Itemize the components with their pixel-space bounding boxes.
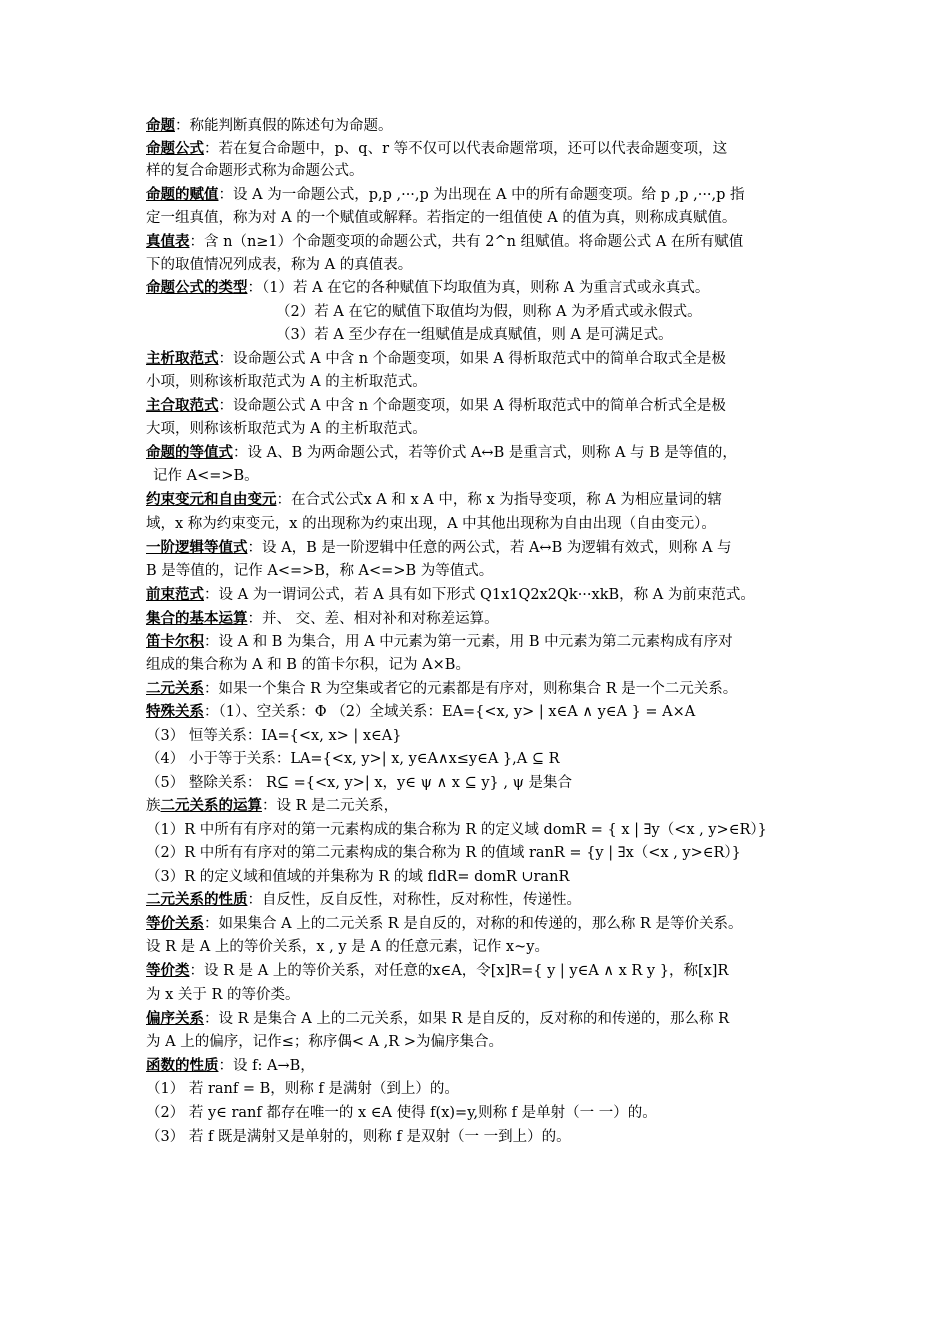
line-10: （3）若 A 至少存在一组赋值是成真赋值，则 A 是可满足式。 — [276, 327, 673, 343]
line-43: （2） 若 y∈ ranf 都存在唯一的 x ∈A 使得 f(x)=y,则称 f 是单射（一 一）的。 — [146, 1105, 657, 1121]
line-25: 二元关系：如果一个集合 R 为空集或者它的元素都是有序对，则称集合 R 是一个二元关系。 — [146, 680, 738, 697]
line-13: 主合取范式：设命题公式 A 中含 n 个命题变项，如果 A 得析取范式中的简单合析式全是极 — [146, 397, 726, 414]
line-7: 下的取值情况列成表，称为 A 的真值表。 — [146, 257, 413, 273]
line-23: 笛卡尔积：设 A 和 B 为集合，用 A 中元素为第一元素，用 B 中元素为第二元素构成有序对 — [146, 633, 733, 650]
line-22: 集合的基本运算：并、 交、差、相对补和对称差运算。 — [146, 610, 499, 627]
line-17: 约束变元和自由变元：在合式公式x A 和 x A 中，称 x 为指导变项，称 A 为相应量词的辖 — [146, 491, 722, 508]
line-44: （3） 若 f 既是满射又是单射的，则称 f 是双射（一 一到上）的。 — [146, 1129, 571, 1145]
line-24: 组成的集合称为 A 和 B 的笛卡尔积，记为 A×B。 — [146, 657, 470, 673]
line-41: 函数的性质：设 f: A→B， — [146, 1057, 315, 1074]
line-32: （2）R 中所有有序对的第二元素构成的集合称为 R 的值域 ranR = {y | ∃x（<x , y>∈R）} — [146, 845, 741, 861]
line-9: （2）若 A 在它的赋值下取值均为假，则称 A 为矛盾式或永假式。 — [276, 304, 702, 320]
line-26: 特殊关系：（1）、空关系：Φ （2）全域关系：EA={<x, y> | x∈A ∧ y∈A } = A×A — [146, 703, 696, 720]
line-16: 记作 A<=>B。 — [153, 468, 259, 484]
line-14: 大项，则称该析取范式为 A 的主析取范式。 — [146, 421, 427, 437]
line-39: 偏序关系：设 R 是集合 A 上的二元关系，如果 R 是自反的，反对称的和传递的，那么称 R — [146, 1010, 729, 1027]
line-4: 命题的赋值：设 A 为一命题公式，p,p ,···,p 为出现在 A 中的所有命题变项。给 p ,p ,···,p 指 — [146, 186, 745, 203]
line-15: 命题的等值式：设 A、B 为两命题公式，若等价式 A↔B 是重言式，则称 A 与 B 是等值的， — [146, 444, 737, 461]
line-19: 一阶逻辑等值式：设 A，B 是一阶逻辑中任意的两公式，若 A↔B 为逻辑有效式，则称 A 与 — [146, 539, 732, 556]
line-5: 定一组真值，称为对 A 的一个赋值或解释。若指定的一组值使 A 的值为真，则称成真赋值。 — [146, 210, 737, 226]
line-42: （1） 若 ranf = B，则称 f 是满射（到上）的。 — [146, 1081, 459, 1097]
line-38: 为 x 关于 R 的等价类。 — [146, 987, 300, 1003]
line-27: （3） 恒等关系：IA={<x, x> | x∈A} — [146, 728, 402, 744]
line-30: 族二元关系的运算：设 R 是二元关系， — [146, 797, 399, 814]
line-12: 小项，则称该析取范式为 A 的主析取范式。 — [146, 374, 427, 390]
line-8: 命题公式的类型：（1）若 A 在它的各种赋值下均取值为真，则称 A 为重言式或永真式。 — [146, 279, 710, 296]
line-37: 等价类：设 R 是 A 上的等价关系，对任意的x∈A，令[x]R={ y | y∈A ∧ x R y }，称[x]R — [146, 962, 729, 979]
line-40: 为 A 上的偏序，记作≤；称序偶< A ,R >为偏序集合。 — [146, 1034, 503, 1050]
line-21: 前束范式：设 A 为一谓词公式，若 A 具有如下形式 Q1x1Q2x2Qk···xkB，称 A 为前束范式。 — [146, 586, 755, 603]
line-33: （3）R 的定义域和值域的并集称为 R 的域 fldR= domR ∪ranR — [146, 869, 570, 885]
line-18: 域，x 称为约束变元，x 的出现称为约束出现，A 中其他出现称为自由出现（自由变元）。 — [146, 516, 716, 532]
line-36: 设 R 是 A 上的等价关系，x , y 是 A 的任意元素，记作 x~y。 — [146, 939, 549, 955]
line-11: 主析取范式：设命题公式 A 中含 n 个命题变项，如果 A 得析取范式中的简单合取式全是极 — [146, 350, 726, 367]
line-31: （1）R 中所有有序对的第一元素构成的集合称为 R 的定义域 domR = { x | ∃y（<x , y>∈R）} — [146, 822, 767, 838]
line-1: 命题：称能判断真假的陈述句为命题。 — [146, 117, 393, 134]
line-3: 样的复合命题形式称为命题公式。 — [146, 163, 364, 179]
line-29: （5） 整除关系： R⊆ ={<x, y>| x，y∈ ψ ∧ x ⊆ y} , ψ 是集合 — [146, 775, 573, 791]
line-28: （4） 小于等于关系：LA={<x, y>| x, y∈A∧x≤y∈A },A ⊆ R — [146, 751, 560, 767]
line-6: 真值表：含 n（n≥1）个命题变项的命题公式，共有 2^n 组赋值。将命题公式 A 在所有赋值 — [146, 233, 744, 250]
line-34: 二元关系的性质：自反性，反自反性，对称性，反对称性，传递性。 — [146, 891, 581, 908]
line-35: 等价关系：如果集合 A 上的二元关系 R 是自反的，对称的和传递的，那么称 R 是等价关系。 — [146, 915, 743, 932]
line-2: 命题公式：若在复合命题中，p、q、r 等不仅可以代表命题常项，还可以代表命题变项，这 — [146, 140, 728, 157]
line-20: B 是等值的，记作 A<=>B，称 A<=>B 为等值式。 — [146, 563, 494, 579]
